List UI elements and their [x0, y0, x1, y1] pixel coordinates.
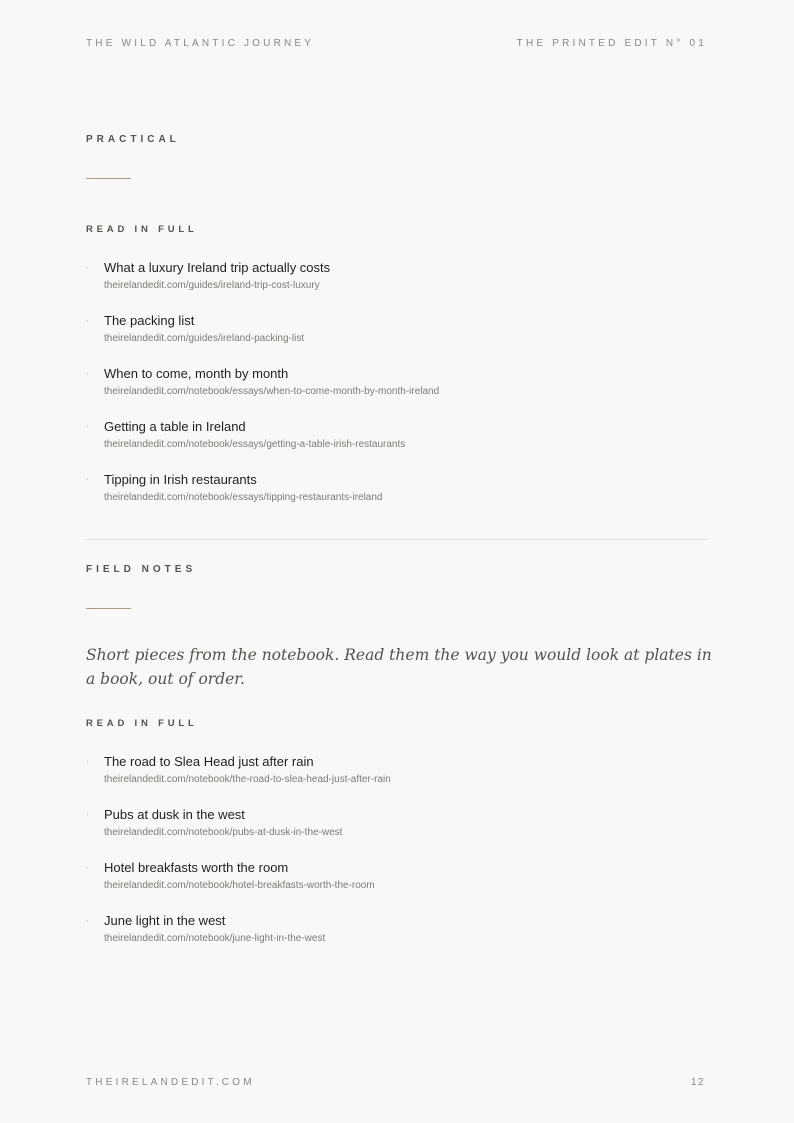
link-title[interactable]: When to come, month by month	[104, 366, 289, 381]
link-url[interactable]: theirelandedit.com/notebook/june-light-in-the-west	[104, 933, 326, 944]
list-item[interactable]	[86, 807, 708, 860]
running-header-title: THE WILD ATLANTIC JOURNEY	[86, 38, 315, 49]
footer-site-name[interactable]: THEIRELANDEDIT.COM	[86, 1077, 255, 1088]
bullet-dot-icon: ·	[86, 262, 89, 272]
list-item[interactable]	[86, 860, 708, 913]
running-header-edition: THE PRINTED EDIT N° 01	[516, 38, 707, 49]
field-notes-link-list	[86, 754, 708, 966]
field-notes-section	[86, 564, 712, 966]
link-title[interactable]: Pubs at dusk in the west	[104, 807, 245, 822]
link-url[interactable]: theirelandedit.com/notebook/essays/getting-a-table-irish-restaurants	[104, 439, 406, 450]
link-url[interactable]: theirelandedit.com/notebook/pubs-at-dusk-in-the-west	[104, 827, 343, 838]
link-title[interactable]: Getting a table in Ireland	[104, 419, 246, 434]
link-title[interactable]: What a luxury Ireland trip actually costs	[104, 260, 331, 275]
link-url[interactable]: theirelandedit.com/guides/ireland-trip-cost-luxury	[104, 280, 320, 291]
bullet-dot-icon: ·	[86, 315, 89, 325]
bullet-dot-icon: ·	[86, 862, 89, 872]
link-url[interactable]: theirelandedit.com/notebook/essays/when-to-come-month-by-month-ireland	[104, 386, 440, 397]
practical-accent-rule	[86, 178, 131, 179]
list-item[interactable]	[86, 260, 708, 313]
practical-section	[86, 134, 708, 525]
list-item[interactable]	[86, 419, 708, 472]
link-url[interactable]: theirelandedit.com/notebook/the-road-to-slea-head-just-after-rain	[104, 774, 391, 785]
field-notes-kicker: FIELD NOTES	[86, 564, 197, 575]
bullet-dot-icon: ·	[86, 809, 89, 819]
link-title[interactable]: Hotel breakfasts worth the room	[104, 860, 289, 875]
field-notes-list-heading: READ IN FULL	[86, 718, 198, 729]
link-title[interactable]: Tipping in Irish restaurants	[104, 472, 257, 487]
practical-link-list	[86, 260, 708, 525]
list-item[interactable]	[86, 754, 708, 807]
section-divider	[86, 539, 708, 540]
bullet-dot-icon: ·	[86, 474, 89, 484]
link-title[interactable]: The packing list	[104, 313, 195, 328]
bullet-dot-icon: ·	[86, 915, 89, 925]
list-item[interactable]	[86, 472, 708, 525]
bullet-dot-icon: ·	[86, 421, 89, 431]
field-notes-intro: Short pieces from the notebook. Read them the way you would look at plates in a book, out of order.	[86, 646, 712, 688]
link-title[interactable]: The road to Slea Head just after rain	[104, 754, 314, 769]
link-url[interactable]: theirelandedit.com/notebook/essays/tipping-restaurants-ireland	[104, 492, 383, 503]
bullet-dot-icon: ·	[86, 756, 89, 766]
list-item[interactable]	[86, 366, 708, 419]
field-notes-accent-rule	[86, 608, 131, 609]
practical-list-heading: READ IN FULL	[86, 224, 198, 235]
link-url[interactable]: theirelandedit.com/guides/ireland-packing-list	[104, 333, 305, 344]
practical-kicker: PRACTICAL	[86, 134, 180, 145]
link-url[interactable]: theirelandedit.com/notebook/hotel-breakfasts-worth-the-room	[104, 880, 375, 891]
list-item[interactable]	[86, 313, 708, 366]
link-title[interactable]: June light in the west	[104, 913, 226, 928]
bullet-dot-icon: ·	[86, 368, 89, 378]
page-number: 12	[690, 1077, 705, 1088]
list-item[interactable]	[86, 913, 708, 966]
